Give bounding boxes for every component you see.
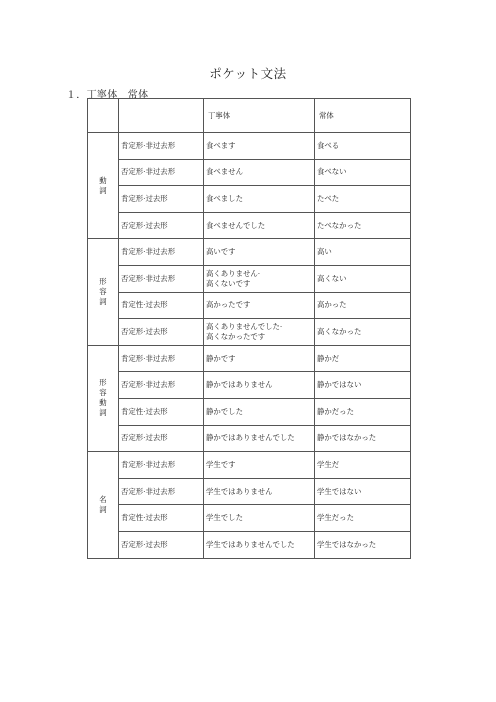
polite-text: 静かではありませんでした — [206, 433, 295, 443]
category-char: 詞 — [99, 408, 107, 418]
polite-cell — [204, 133, 315, 160]
plain-cell: 高くなかった — [315, 319, 411, 346]
table-row — [88, 425, 411, 452]
plain-cell: 静かではない — [315, 372, 411, 399]
polite-cell — [204, 292, 315, 319]
category-char: 形 — [99, 378, 107, 388]
polite-cell — [204, 345, 315, 372]
plain-cell: 高くない — [315, 265, 411, 292]
header-cell-form — [119, 99, 204, 133]
polite-text: 学生です — [206, 459, 236, 469]
polite-text: 高くありませんでした· — [206, 321, 283, 331]
form-cell: 否定形·过去形 — [119, 319, 204, 346]
conjugation-table — [87, 98, 411, 559]
form-cell: 肯定形·非过去形 — [119, 452, 204, 479]
table-header-row — [88, 99, 411, 133]
form-cell: 肯定性·过去形 — [119, 398, 204, 425]
plain-cell: たべた — [315, 186, 411, 213]
plain-cell: 食べない — [315, 159, 411, 186]
category-cell — [88, 345, 119, 451]
polite-text: 食べません — [206, 167, 243, 177]
table-body — [88, 133, 411, 559]
polite-text: 高いです — [206, 247, 236, 257]
table-row — [88, 372, 411, 399]
polite-text: 学生ではありません — [206, 486, 273, 496]
table-row — [88, 398, 411, 425]
form-cell: 否定形·非过去形 — [119, 478, 204, 505]
table-row — [88, 478, 411, 505]
polite-cell — [204, 425, 315, 452]
category-cell — [88, 133, 119, 239]
polite-text: 静かではありません — [206, 380, 273, 390]
category-char: 動 — [99, 398, 107, 408]
form-cell: 否定形·过去形 — [119, 531, 204, 558]
table-row — [88, 133, 411, 160]
plain-cell: 食べる — [315, 133, 411, 160]
polite-cell — [204, 186, 315, 213]
polite-text: 高くありません· — [206, 268, 261, 278]
table-row — [88, 452, 411, 479]
category-char: 詞 — [99, 297, 107, 307]
header-cell-polite: 丁寧体 — [204, 99, 315, 133]
polite-cell — [204, 531, 315, 558]
polite-cell — [204, 478, 315, 505]
form-cell: 否定形·非过去形 — [119, 372, 204, 399]
form-cell: 肯定形·非过去形 — [119, 133, 204, 160]
plain-cell: 学生ではなかった — [315, 531, 411, 558]
table-row — [88, 265, 411, 292]
table-row — [88, 186, 411, 213]
plain-cell: 高い — [315, 239, 411, 266]
header-cell-category — [88, 99, 119, 133]
table-row — [88, 319, 411, 346]
polite-text: 食べませんでした — [206, 220, 266, 230]
polite-cell — [204, 372, 315, 399]
plain-cell: たべなかった — [315, 212, 411, 239]
category-char: 動 — [99, 175, 107, 185]
polite-cell — [204, 265, 315, 292]
polite-text: 学生でした — [206, 513, 243, 523]
form-cell: 否定形·非过去形 — [119, 159, 204, 186]
form-cell: 肯定性·过去形 — [119, 292, 204, 319]
polite-text: 静かです — [206, 353, 236, 363]
polite-text: 高くないです — [206, 278, 251, 288]
form-cell: 肯定形·非过去形 — [119, 345, 204, 372]
table-row — [88, 212, 411, 239]
form-cell: 否定形·过去形 — [119, 425, 204, 452]
category-cell — [88, 452, 119, 558]
polite-cell — [204, 239, 315, 266]
polite-cell — [204, 505, 315, 532]
page-title: ポケット文法 — [209, 66, 287, 81]
category-char: 形 — [99, 277, 107, 287]
polite-cell — [204, 319, 315, 346]
polite-text: 静かでした — [206, 406, 243, 416]
plain-cell: 学生だ — [315, 452, 411, 479]
polite-text: 食べます — [206, 140, 236, 150]
polite-cell — [204, 212, 315, 239]
polite-text: 高くなかったです — [206, 331, 266, 341]
section-heading: １．丁寧体 常体 — [66, 90, 149, 101]
table-row — [88, 505, 411, 532]
form-cell: 肯定形·非过去形 — [119, 239, 204, 266]
plain-cell: 静かだ — [315, 345, 411, 372]
table-row — [88, 345, 411, 372]
plain-cell: 学生ではない — [315, 478, 411, 505]
form-cell: 否定形·过去形 — [119, 212, 204, 239]
form-cell: 肯定形·过去形 — [119, 186, 204, 213]
plain-cell: 静かではなかった — [315, 425, 411, 452]
header-cell-plain: 常体 — [315, 99, 411, 133]
category-cell — [88, 239, 119, 345]
plain-cell: 静かだった — [315, 398, 411, 425]
category-char: 名 — [99, 494, 107, 504]
category-char: 容 — [99, 287, 107, 297]
category-char: 詞 — [99, 504, 107, 514]
table-row — [88, 159, 411, 186]
table-row — [88, 239, 411, 266]
polite-cell — [204, 452, 315, 479]
form-cell: 肯定性·过去形 — [119, 505, 204, 532]
table-row — [88, 531, 411, 558]
polite-text: 食べました — [206, 193, 243, 203]
table-row — [88, 292, 411, 319]
polite-text: 高かったです — [206, 300, 251, 310]
plain-cell: 高かった — [315, 292, 411, 319]
category-char: 容 — [99, 388, 107, 398]
form-cell: 否定形·非过去形 — [119, 265, 204, 292]
polite-cell — [204, 398, 315, 425]
plain-cell: 学生だった — [315, 505, 411, 532]
polite-text: 学生ではありませんでした — [206, 539, 295, 549]
polite-cell — [204, 159, 315, 186]
category-char: 詞 — [99, 185, 107, 195]
